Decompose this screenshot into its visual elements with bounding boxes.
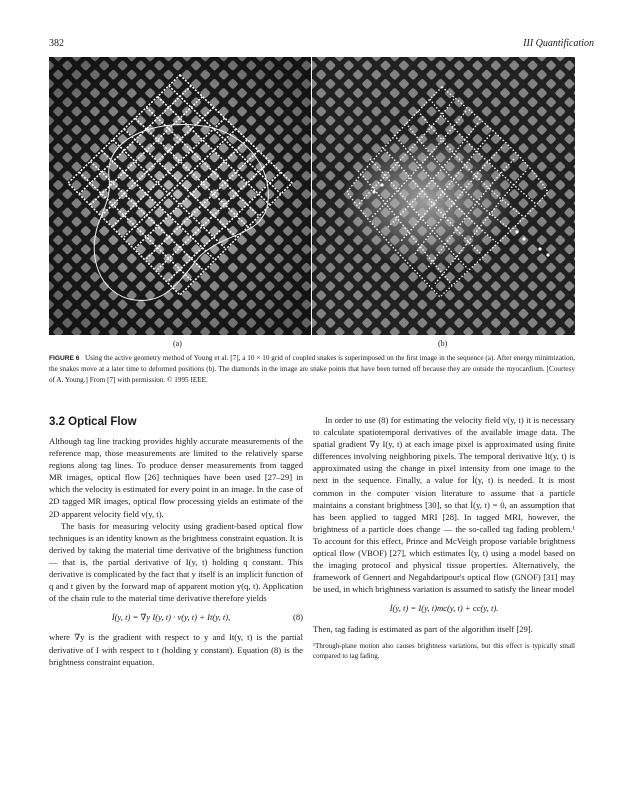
paragraph: Then, tag fading is estimated as part of the algorithm itself [29].	[313, 623, 533, 634]
right-column	[313, 414, 575, 661]
figure-panel-a	[49, 57, 311, 335]
linear-model-equation: İ(y, t) = I(y, t)mc(y, t) + cc(y, t).	[389, 603, 499, 614]
left-column	[49, 435, 303, 668]
running-head: III Quantification	[523, 38, 594, 49]
figure-panel-b	[312, 57, 575, 335]
paragraph: where ∇y is the gradient with respect to y and It(y, t) is the partial derivative of I with respect to t (holding y constant). Equation (8) is the brightness constraint equation.	[49, 632, 303, 667]
tagged-mr-image-b	[312, 57, 575, 335]
figure-caption	[49, 353, 575, 386]
equation-number: (8)	[292, 612, 303, 623]
figure-caption-lead: FIGURE 6	[49, 355, 80, 362]
panel-b-label: (b)	[438, 339, 448, 348]
section-heading: 3.2 Optical Flow	[49, 416, 137, 428]
linear-model-equation-row	[313, 602, 575, 614]
paragraph: Although tag line tracking provides highly accurate measurements of the reference map, those measurements are limited to the relatively sparse regions along tag lines. To produce denser measurements from tagged MR images, optical flow [26] techniques have been used [27–29] in which the velocity is estimated for every point in an image. In the case of 2D tagged MR images, optical flow processing yields an estimate of the 2D apparent velocity field v(y, t).	[49, 436, 303, 519]
equation-8-row	[49, 611, 303, 623]
equation-8: İ(y, t) = ∇y I(y, t) · v(y, t) + It(y, t),	[111, 612, 231, 623]
page-number: 382	[49, 38, 64, 49]
footnote: ¹Through-plane motion also causes brightness variations, but this effect is typically small compared to tag fading.	[313, 641, 575, 660]
panel-a-label: (a)	[173, 339, 182, 348]
paragraph: In order to use (8) for estimating the velocity field v(y, t) it is necessary to calculate spatiotemporal derivatives of the available image data. The spatial gradient ∇y I(y, t) at each image pixel is approximated using finite differences involving neighboring pixels. The temporal derivative It(y, t) is approximated using the change in pixel intensity from one image to the next in the sequence. Finally, a value for İ(y, t) is needed. It is most common in the computer vision literature to assume that a particle maintains a constant brightness [30], so that İ(y, t) = 0, an assumption that has been applied to tagged MRI [28]. In tagged MRI, however, the brightness of a particle does change — the so-called tag fading problem.¹ To account for this effect, Prince and McVeigh propose variable brightness optical flow (VBOF) [27], which estimates İ(y, t) using a model based on the imaging protocol and physical tissue properties. Alternatively, the framework of Gennert and Negahdaripour's optical flow (GNOF) [31] may be used, in which brightness variation is assumed to satisfy the linear model	[313, 415, 575, 595]
paragraph: The basis for measuring velocity using gradient-based optical flow techniques is an identity known as the brightness constraint equation. It is derived by taking the material time derivative of the brightness function — that is, the partial derivative of I(y, t) holding q constant. This derivative is complicated by the fact that y itself is an implicit function of q and t given by the forward map of apparent motion y(q, t). Application of the chain rule to the material time derivative therefore yields	[49, 520, 303, 604]
tagged-mr-image-a	[49, 57, 311, 335]
figure-caption-text: Using the active geometry method of Young et al. [7], a 10 × 10 grid of coupled snakes is superimposed on the first image in the sequence (a). After energy minimization, the snakes move at a later time to deformed positions (b). The diamonds in the image are snake points that have been turned off because they are outside the myocardium. [Courtesy of A. Young.] From [7] with permission. © 1995 IEEE.	[49, 354, 576, 384]
